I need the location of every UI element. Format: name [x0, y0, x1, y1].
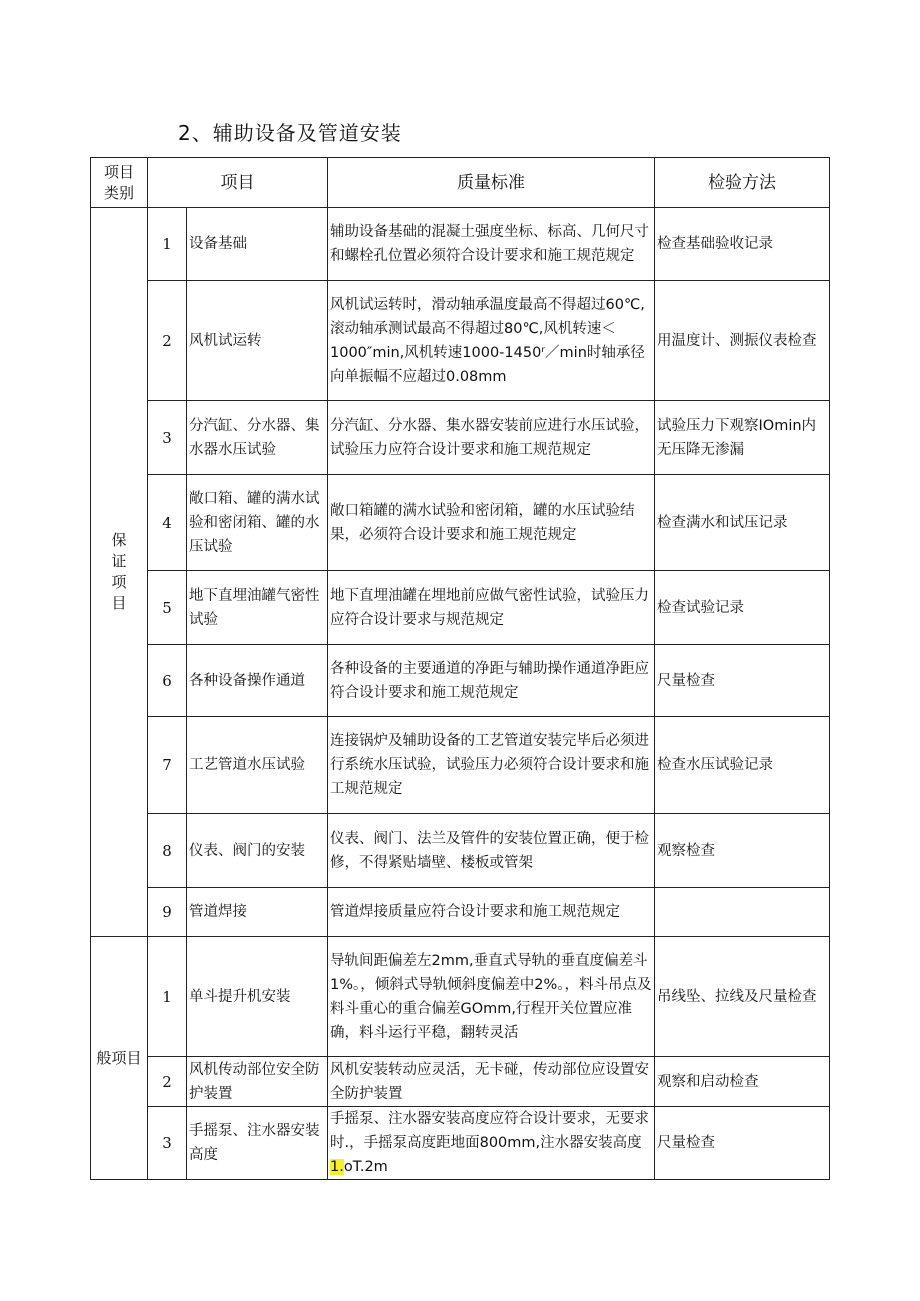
item-name: 风机试运转	[187, 281, 328, 401]
inspection-method: 检查试验记录	[655, 571, 830, 645]
row-number: 2	[148, 1057, 187, 1107]
item-name: 地下直埋油罐气密性试验	[187, 571, 328, 645]
table-row	[91, 475, 830, 571]
table-row	[91, 645, 830, 717]
inspection-method: 试验压力下观察IOmin内无压降无渗漏	[655, 401, 830, 475]
table-row	[91, 937, 830, 1057]
table-row	[91, 571, 830, 645]
item-name: 各种设备操作通道	[187, 645, 328, 717]
item-name: 分汽缸、分水器、集水器水压试验	[187, 401, 328, 475]
row-number: 4	[148, 475, 187, 571]
category-guarantee: 保证项目	[91, 208, 148, 937]
quality-standard: 分汽缸、分水器、集水器安装前应进行水压试验，试验压力应符合设计要求和施工规范规定	[328, 401, 655, 475]
row-number: 5	[148, 571, 187, 645]
item-name: 单斗提升机安装	[187, 937, 328, 1057]
quality-standard: 风机试运转时，滑动轴承温度最高不得超过60℃,滚动轴承测试最高不得超过80℃,风机转速＜1000″min,风机转速1000-1450ʳ／min时轴承径向单振幅不应超过0.08mm	[328, 281, 655, 401]
item-name: 管道焊接	[187, 888, 328, 937]
table-row	[91, 1107, 830, 1180]
header-method: 检验方法	[655, 158, 830, 208]
quality-standard: 地下直埋油罐在埋地前应做气密性试验，试验压力应符合设计要求与规范规定	[328, 571, 655, 645]
item-name: 风机传动部位安全防护装置	[187, 1057, 328, 1107]
header-standard: 质量标准	[328, 158, 655, 208]
header-category: 项目类别	[91, 158, 148, 208]
table-row	[91, 888, 830, 937]
row-number: 7	[148, 717, 187, 814]
row-number: 3	[148, 401, 187, 475]
quality-standard: 连接锅炉及辅助设备的工艺管道安装完毕后必须进行系统水压试验，试验压力必须符合设计要求和施工规范规定	[328, 717, 655, 814]
row-number: 6	[148, 645, 187, 717]
inspection-method: 观察检查	[655, 814, 830, 888]
table-header-row	[91, 158, 830, 208]
row-number: 1	[148, 937, 187, 1057]
quality-standard: 辅助设备基础的混凝土强度坐标、标高、几何尺寸和螺栓孔位置必须符合设计要求和施工规范规定	[328, 208, 655, 281]
table-row	[91, 401, 830, 475]
quality-standard: 敞口箱罐的满水试验和密闭箱，罐的水压试验结果，必须符合设计要求和施工规范规定	[328, 475, 655, 571]
quality-standard: 各种设备的主要通道的净距与辅助操作通道净距应符合设计要求和施工规范规定	[328, 645, 655, 717]
quality-standard: 管道焊接质量应符合设计要求和施工规范规定	[328, 888, 655, 937]
section-heading: 2、辅助设备及管道安装	[178, 121, 402, 145]
inspection-method: 尺量检查	[655, 645, 830, 717]
row-number: 8	[148, 814, 187, 888]
inspection-method: 检查水压试验记录	[655, 717, 830, 814]
inspection-method: 用温度计、测振仪表检查	[655, 281, 830, 401]
inspection-method: 检查基础验收记录	[655, 208, 830, 281]
row-number: 1	[148, 208, 187, 281]
item-name: 手摇泵、注水器安装高度	[187, 1107, 328, 1180]
highlighted-text: 1.	[330, 1159, 344, 1175]
table-row	[91, 281, 830, 401]
inspection-method: 吊线坠、拉线及尺量检查	[655, 937, 830, 1057]
item-name: 敞口箱、罐的满水试验和密闭箱、罐的水压试验	[187, 475, 328, 571]
inspection-method: 尺量检查	[655, 1107, 830, 1180]
item-name: 设备基础	[187, 208, 328, 281]
row-number: 3	[148, 1107, 187, 1180]
inspection-method: 观察和启动检查	[655, 1057, 830, 1107]
item-name: 工艺管道水压试验	[187, 717, 328, 814]
header-item: 项目	[148, 158, 328, 208]
row-number: 9	[148, 888, 187, 937]
table-row	[91, 717, 830, 814]
quality-standard: 风机安装转动应灵活，无卡碰，传动部位应设置安全防护装置	[328, 1057, 655, 1107]
quality-standard: 导轨间距偏差左2mm,垂直式导轨的垂直度偏差斗1%。，倾斜式导轨倾斜度偏差中2%。，料斗吊点及料斗重心的重合偏差GOmm,行程开关位置应准确，料斗运行平稳，翻转灵活	[328, 937, 655, 1057]
quality-standard-table	[90, 157, 830, 1180]
inspection-method	[655, 888, 830, 937]
table-row	[91, 208, 830, 281]
quality-standard: 仪表、阀门、法兰及管件的安装位置正确，便于检修，不得紧贴墙壁、楼板或管架	[328, 814, 655, 888]
category-general: 般项目	[91, 937, 148, 1180]
row-number: 2	[148, 281, 187, 401]
quality-standard: 手摇泵、注水器安装高度应符合设计要求，无要求时.，手摇泵高度距地面800mm,注水器安装高度1.oT.2m	[328, 1107, 655, 1180]
table-row	[91, 814, 830, 888]
table-row	[91, 1057, 830, 1107]
inspection-method: 检查满水和试压记录	[655, 475, 830, 571]
item-name: 仪表、阀门的安装	[187, 814, 328, 888]
